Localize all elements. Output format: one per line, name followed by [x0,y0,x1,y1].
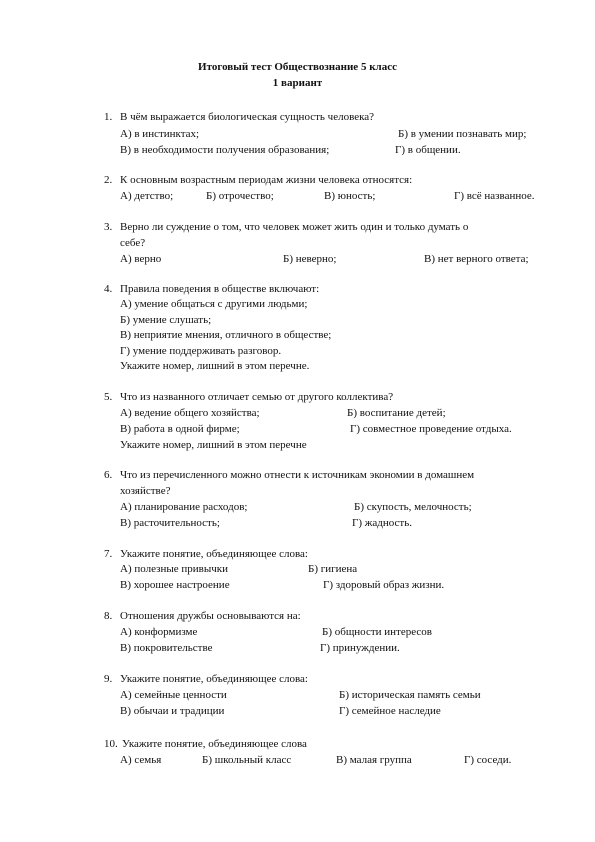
question-text: Укажите понятие, объединяющее слова: [120,548,308,560]
question-number: 2. [104,174,113,186]
answer-option: А) семейные ценности [120,689,227,701]
answer-option: В) покровительстве [120,642,213,654]
test-title: Итоговый тест Обществознание 5 класс [198,61,397,73]
answer-option: Г) здоровый образ жизни. [323,579,445,591]
question-text: Что из названного отличает семью от другого коллектива? [120,391,394,403]
answer-option: Б) историческая память семьи [339,689,481,701]
answer-option: Б) умение слушать; [120,314,212,326]
question-text: К основным возрастным периодам жизни человека относятся: [120,174,413,186]
answer-option: А) умение общаться с другими людьми; [120,298,308,310]
answer-option: В) хорошее настроение [120,579,230,591]
question-text: Укажите понятие, объединяющее слова: [120,673,308,685]
answer-option: В) работа в одной фирме; [120,423,240,435]
answer-option: Б) гигиена [308,563,358,575]
answer-option: В) в необходимости получения образования; [120,144,330,156]
question-text: Правила поведения в обществе включают: [120,283,320,295]
answer-option: А) верно [120,253,162,265]
question-number: 3. [104,221,113,233]
answer-option: Б) школьный класс [202,754,292,766]
question-number: 8. [104,610,113,622]
answer-option: Б) неверно; [283,253,337,265]
question-number: 4. [104,283,113,295]
answer-option: Г) в общении. [395,144,461,156]
answer-option: В) нет верного ответа; [424,253,529,265]
question-number: 7. [104,548,113,560]
answer-option: А) полезные привычки [120,563,228,575]
question-text: себе? [120,237,146,249]
answer-option: Б) общности интересов [322,626,432,638]
answer-option: Г) принуждении. [320,642,400,654]
question-text: Отношения дружбы основываются на: [120,610,301,622]
answer-option: А) детство; [120,190,174,202]
question-number: 6. [104,469,113,481]
answer-option: А) в инстинктах; [120,128,200,140]
answer-option: Г) семейное наследие [339,705,441,717]
question-note: Укажите номер, лишний в этом перечне [120,439,307,451]
answer-option: В) малая группа [336,754,412,766]
question-text: Укажите понятие, объединяющее слова [122,738,307,750]
answer-option: А) семья [120,754,162,766]
answer-option: В) расточительность; [120,517,220,529]
question-text: Верно ли суждение о том, что человек может жить один и только думать о [120,221,469,233]
answer-option: Б) воспитание детей; [347,407,446,419]
answer-option: Г) соседи. [464,754,512,766]
answer-option: Г) жадность. [352,517,412,529]
answer-option: А) конформизме [120,626,198,638]
answer-option: Б) скупость, мелочность; [354,501,472,513]
answer-option: Б) отрочество; [206,190,274,202]
question-number: 1. [104,111,113,123]
question-text: Что из перечисленного можно отнести к источникам экономии в домашнем [120,469,475,481]
answer-option: А) планирование расходов; [120,501,248,513]
question-note: Укажите номер, лишний в этом перечне. [120,360,310,372]
answer-option: В) юность; [324,190,376,202]
answer-option: Г) умение поддерживать разговор. [120,345,282,357]
answer-option: В) обычаи и традиции [120,705,225,717]
answer-option: В) неприятие мнения, отличного в обществе; [120,329,332,341]
answer-option: Г) всё названное. [454,190,535,202]
question-number: 5. [104,391,113,403]
answer-option: Г) совместное проведение отдыха. [350,423,512,435]
question-number: 9. [104,673,113,685]
variant-label: 1 вариант [272,77,323,89]
question-text: В чём выражается биологическая сущность человека? [120,111,375,123]
question-text: хозяйстве? [120,485,171,497]
question-number: 10. [104,738,118,750]
answer-option: Б) в умении познавать мир; [398,128,527,140]
answer-option: А) ведение общего хозяйства; [120,407,260,419]
